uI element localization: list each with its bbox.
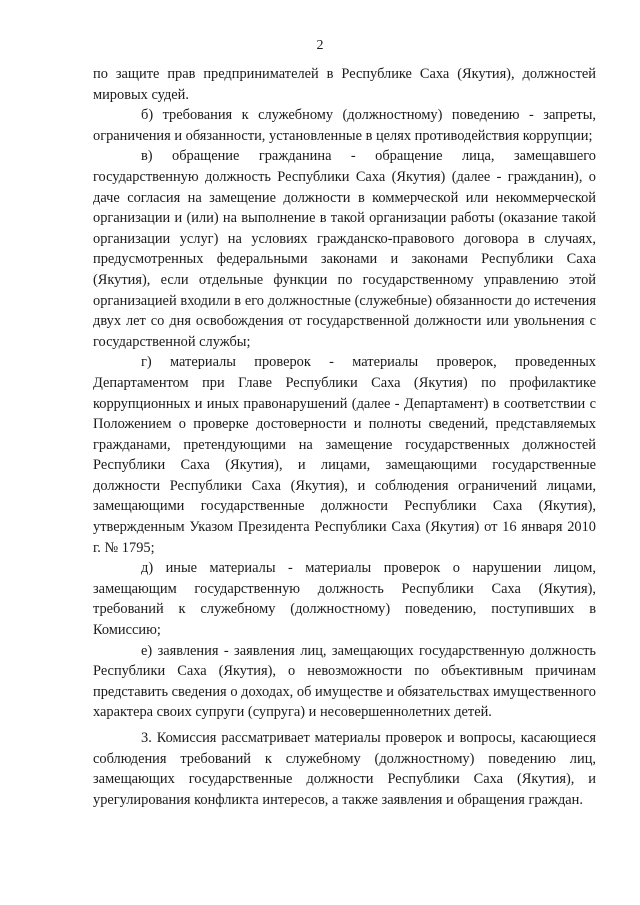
paragraph-item-d: д) иные материалы - материалы проверок о нарушении лицом, замещающим государственную должность Республики Саха (Якутия), требований к служебному (должностному) поведению, поступивших в Комиссию;	[93, 560, 596, 639]
paragraph-item-v: в) обращение гражданина - обращение лица, замещавшего государственную должность Республики Саха (Якутия) (далее - гражданин), о даче согласия на замещение должности в коммерческой или некоммерческой организации и (или) на выполнение в такой организации работы (оказание такой организации услуг) на условиях гражданско-правового договора в случаях, предусмотренных федеральными законами и законами Республики Саха (Якутия), если отдельные функции по государственному управлению этой организацией входили в его должностные (служебные) обязанности до истечения двух лет со дня освобождения от государственной должности или увольнения с государственной службы;	[93, 148, 596, 350]
paragraph-item-3: 3. Комиссия рассматривает материалы проверок и вопросы, касающиеся соблюдения требований к служебному (должностному) поведению лиц, замещающих государственные должности Республики Саха (Якутия), и урегулирования конфликта интересов, а также заявления и обращения граждан.	[93, 730, 596, 808]
paragraph-continuation: по защите прав предпринимателей в Республике Саха (Якутия), должностей мировых судей.	[93, 66, 596, 103]
paragraph-item-g: г) материалы проверок - материалы проверок, проведенных Департаментом при Главе Республики Саха (Якутия) по профилактике коррупционных и иных правонарушений (далее - Департамент) в соответствии с Положением о проверке достоверности и полноты сведений, представляемых гражданами, претендующими на замещение государственных должностей Республики Саха (Якутия), и лицами, замещающими государственные должности Республики Саха (Якутия), и соблюдения ограничений лицами, замещающими государственные должности Республики Саха (Якутия), утвержденным Указом Президента Республики Саха (Якутия) от 16 января 2010 г. № 1795;	[93, 354, 596, 556]
paragraph-item-b: б) требования к служебному (должностному) поведению - запреты, ограничения и обязанности, установленные в целях противодействия коррупции;	[93, 107, 596, 144]
paragraph-item-e: е) заявления - заявления лиц, замещающих государственную должность Республики Саха (Якутия), о невозможности по объективным причинам представить сведения о доходах, об имуществе и обязательствах имущественного характера своих супруги (супруга) и несовершеннолетних детей.	[93, 642, 596, 721]
document-body	[93, 64, 596, 810]
page-number: 2	[316, 38, 324, 53]
